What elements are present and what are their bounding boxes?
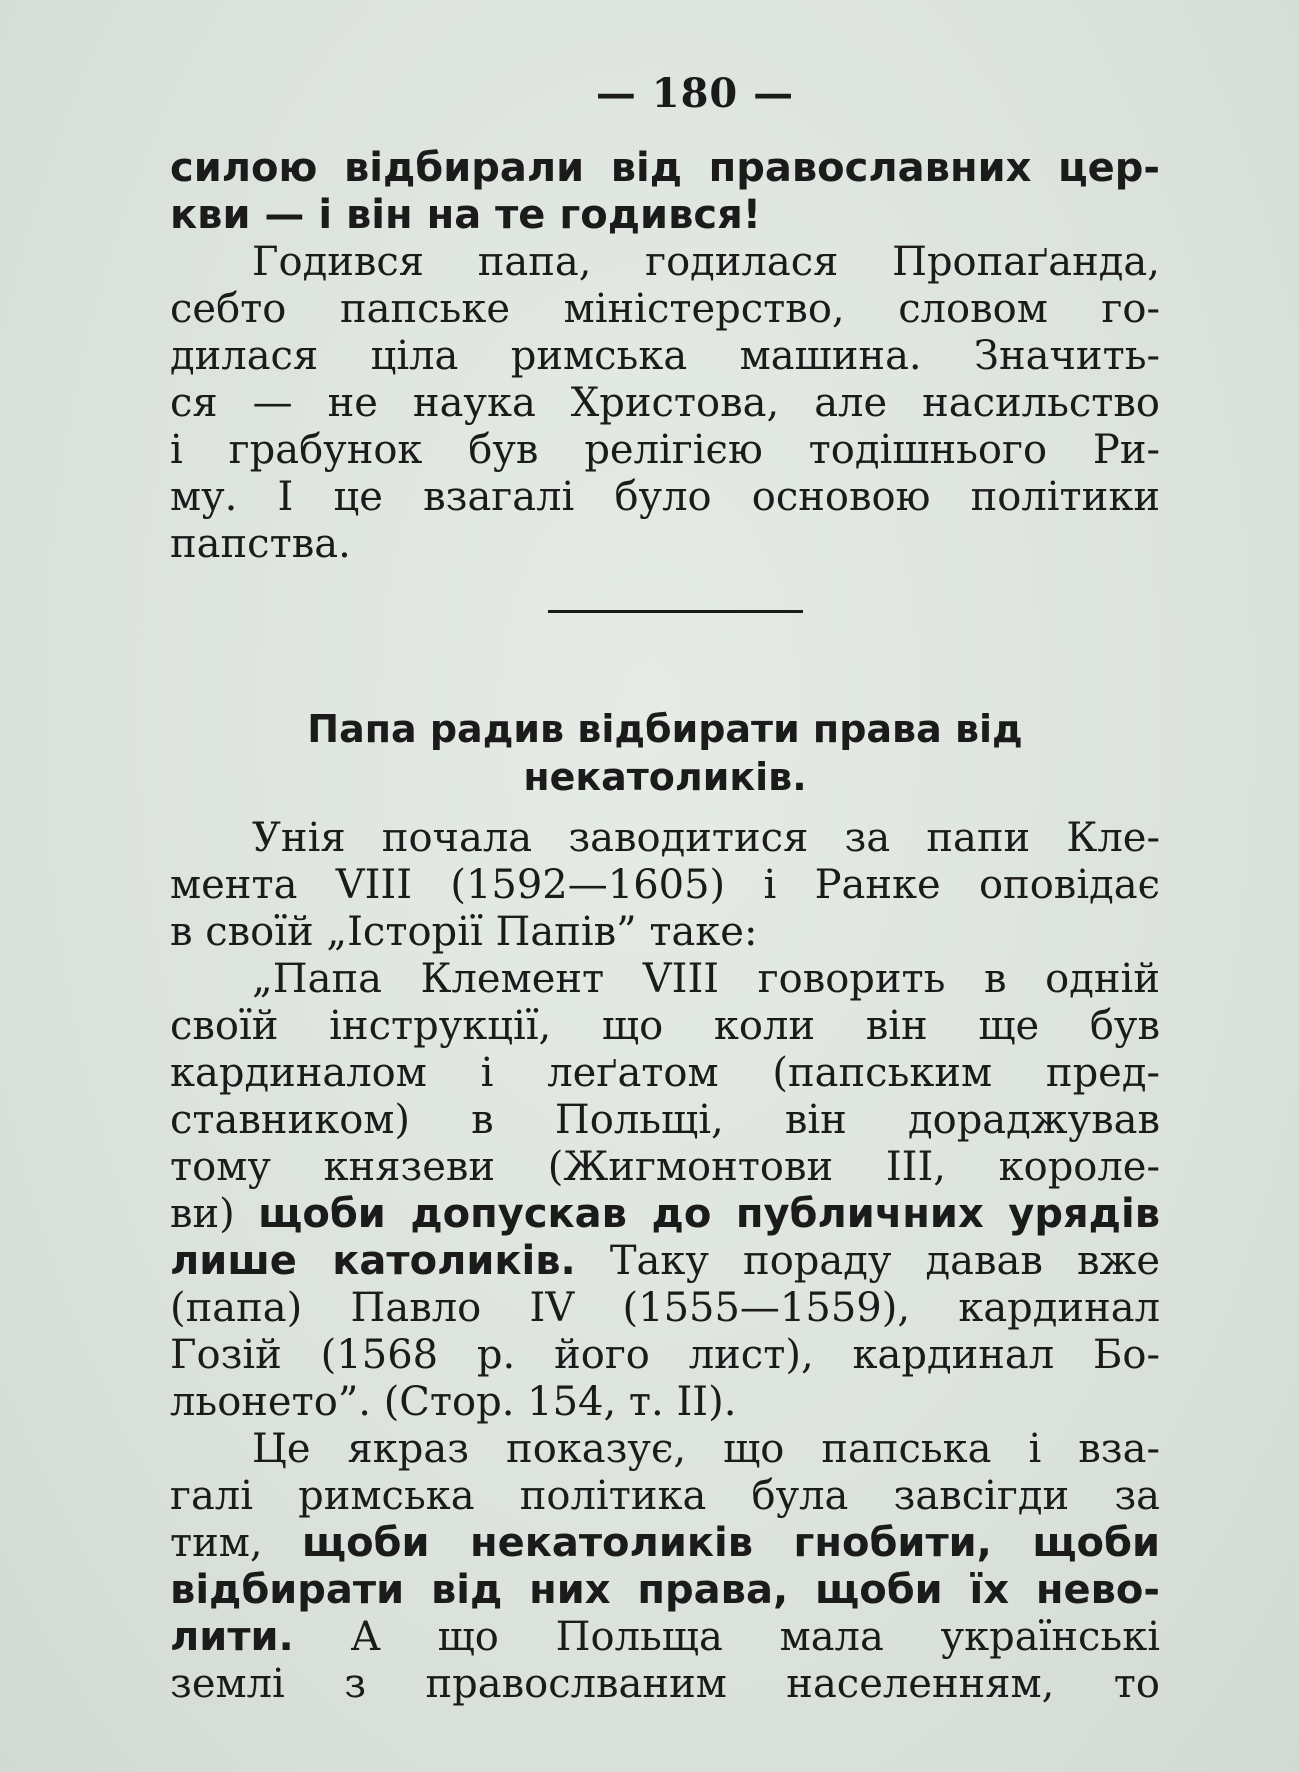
text-run: Таку пораду давав вже: [575, 1238, 1160, 1284]
text-run: в своїй „Історії Папів” таке:: [170, 909, 758, 955]
text-line: [170, 1191, 1160, 1238]
text-line: [170, 192, 1160, 239]
text-run: галі римська політика була завсігди за: [170, 1473, 1160, 1519]
paragraph-block-1: [170, 145, 1160, 568]
text-run: Це якраз показує, що папська і вза-: [252, 1426, 1160, 1472]
text-run: мента VIII (1592—1605) і Ранке оповідає: [170, 862, 1160, 908]
text-run: тим,: [170, 1520, 302, 1566]
bold-text-run: щоби некатоликів гнобити, щоби: [301, 1520, 1160, 1566]
bold-text-run: лише католиків.: [170, 1238, 576, 1284]
text-run: і грабунок був релігією тодішнього Ри-: [170, 427, 1160, 473]
section-heading: [170, 705, 1160, 801]
heading-line-2: некатоликів.: [523, 755, 807, 799]
heading-line-1: Папа радив відбирати права від: [307, 707, 1023, 751]
text-line: [170, 1379, 1160, 1426]
bold-text-run: щоби допускав до публичних урядів: [258, 1191, 1161, 1237]
bold-text-run: кви — і він на те годився!: [170, 192, 762, 238]
text-run: тому князеви (Жигмонтови III, короле-: [170, 1144, 1160, 1190]
text-run: (папа) Павло IV (1555—1559), кардинал: [170, 1285, 1160, 1331]
text-line: [170, 1473, 1160, 1520]
text-line: [170, 380, 1160, 427]
text-run: Годився папа, годилася Пропаґанда,: [252, 239, 1160, 285]
text-run: ви): [170, 1191, 259, 1237]
text-line: [170, 427, 1160, 474]
text-line: [170, 1144, 1160, 1191]
bold-text-run: силою відбирали від православних цер-: [170, 145, 1160, 191]
text-run: своїй інструкції, що коли він ще був: [170, 1003, 1160, 1049]
bold-text-run: відбирати від них права, щоби їх нево-: [170, 1567, 1160, 1613]
text-line: [170, 1661, 1160, 1708]
text-line: [170, 1285, 1160, 1332]
text-line: [170, 521, 1160, 568]
text-line: [170, 1050, 1160, 1097]
text-line: [170, 1520, 1160, 1567]
book-page: [170, 70, 1160, 1708]
text-line: [170, 145, 1160, 192]
text-run: Унія почала заводитися за папи Кле-: [252, 815, 1160, 861]
text-line: [170, 1332, 1160, 1379]
text-run: ставником) в Польщі, він дораджував: [170, 1097, 1160, 1143]
text-line: [170, 239, 1160, 286]
text-line: [170, 1097, 1160, 1144]
text-run: себто папське міністерство, словом го-: [170, 286, 1160, 332]
text-run: ся — не наука Христова, але насильство: [170, 380, 1160, 426]
text-run: Гозій (1568 р. його лист), кардинал Бо-: [170, 1332, 1160, 1378]
text-line: [170, 474, 1160, 521]
text-line: [170, 286, 1160, 333]
paragraph-block-2: [170, 815, 1160, 1708]
text-line: [170, 1614, 1160, 1661]
text-run: му. І це взагалі було основою політики: [170, 474, 1160, 520]
text-run: дилася ціла римська машина. Значить-: [170, 333, 1160, 379]
text-run: „Папа Клемент VIII говорить в одній: [252, 956, 1160, 1002]
text-line: [170, 815, 1160, 862]
page-number: — 180 —: [595, 70, 795, 117]
text-line: [170, 333, 1160, 380]
text-line: [170, 909, 1160, 956]
text-run: льонето”. (Стор. 154, т. II).: [170, 1379, 737, 1425]
section-divider: [548, 610, 803, 613]
text-line: [170, 862, 1160, 909]
text-line: [170, 1567, 1160, 1614]
text-run: землі з правослваним населенням, то: [170, 1661, 1160, 1707]
text-line: [170, 956, 1160, 1003]
text-line: [170, 1426, 1160, 1473]
text-line: [170, 1003, 1160, 1050]
bold-text-run: лити.: [170, 1614, 294, 1660]
text-line: [170, 1238, 1160, 1285]
text-run: папства.: [170, 521, 351, 567]
text-run: кардиналом і леґатом (папським пред-: [170, 1050, 1160, 1096]
text-run: А що Польща мала українські: [293, 1614, 1160, 1660]
